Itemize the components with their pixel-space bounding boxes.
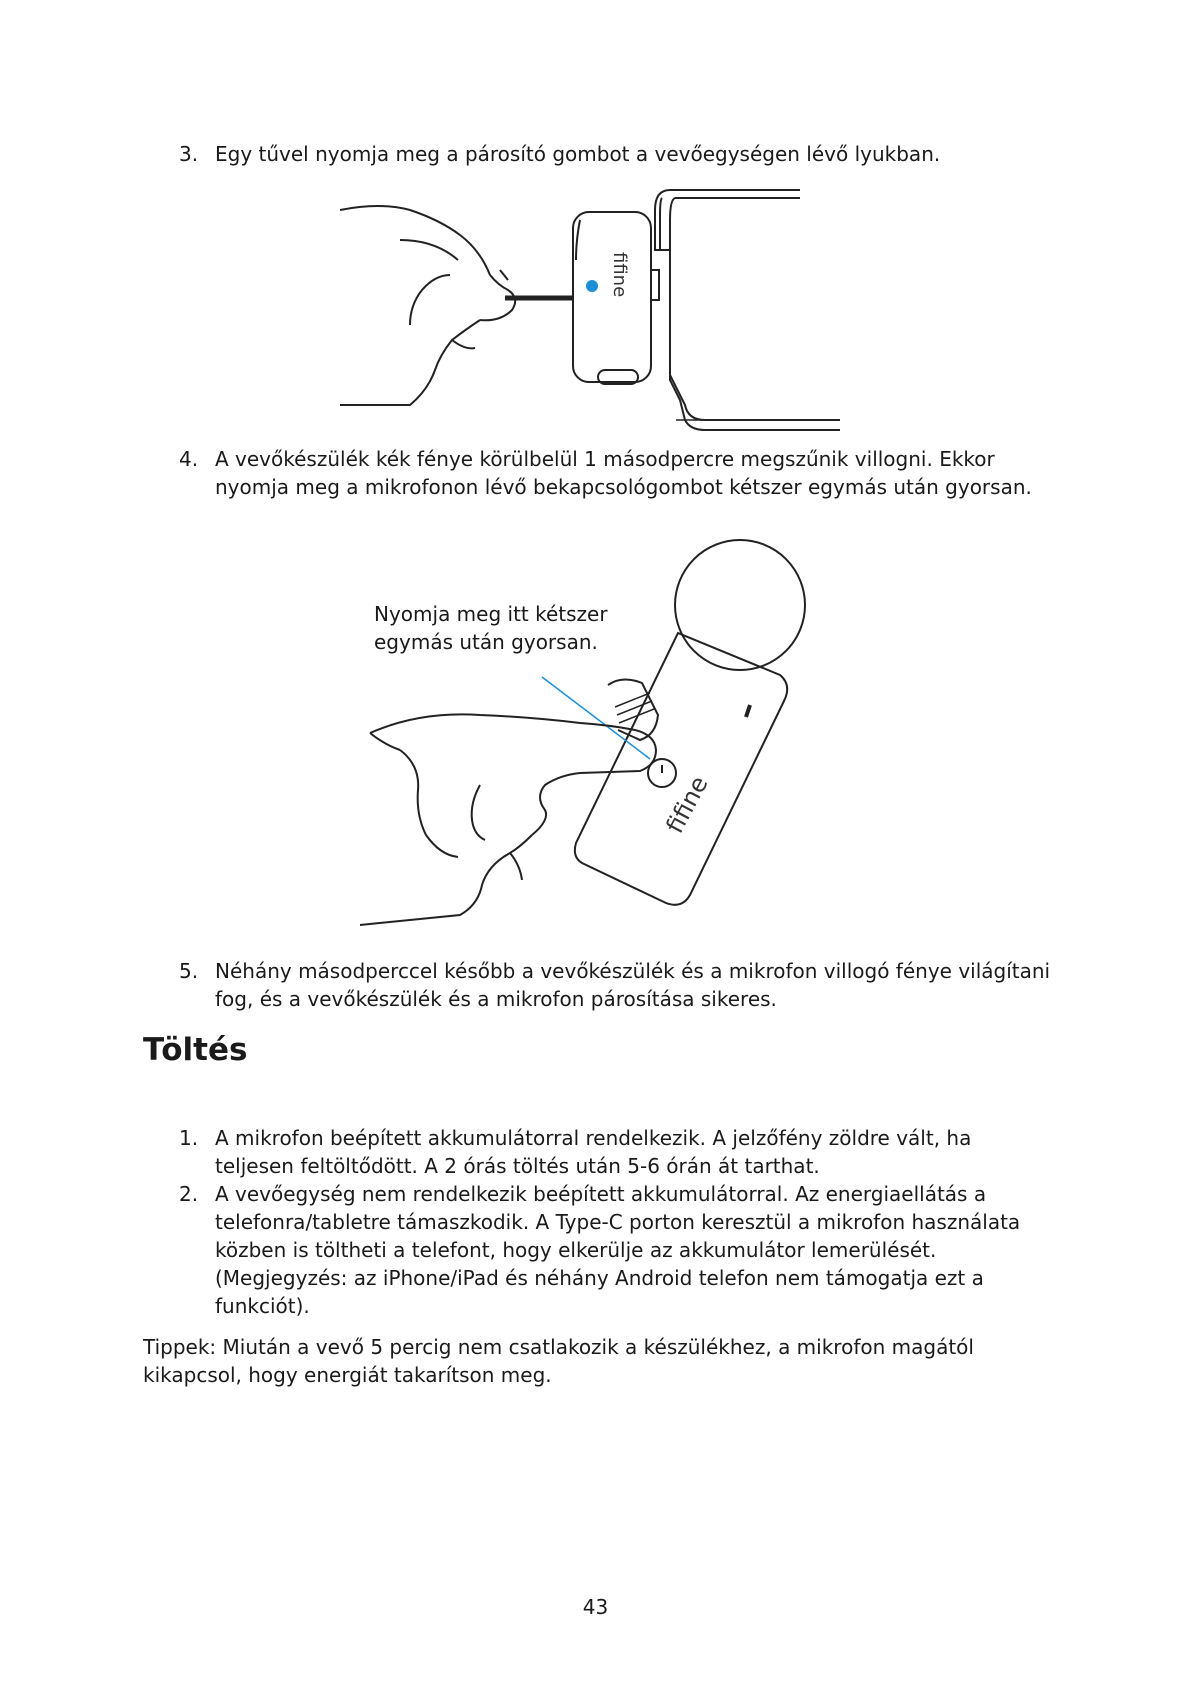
step-number: 3. xyxy=(179,142,199,166)
receiver-icon xyxy=(573,212,659,384)
item-text-line: (Megjegyzés: az iPhone/iPad és néhány Android telefon nem támogatja ezt a xyxy=(215,1266,984,1290)
power-button-illustration xyxy=(360,535,840,935)
hand-icon xyxy=(340,206,515,405)
item-text-line: közben is töltheti a telefont, hogy elkerülje az akkumulátor lemerülését. xyxy=(215,1238,937,1262)
item-text-line: telefonra/tabletre támaszkodik. A Type-C porton keresztül a mikrofon használata xyxy=(215,1210,1021,1234)
pairing-illustration xyxy=(340,180,850,440)
item-number: 1. xyxy=(179,1126,199,1150)
page-number: 43 xyxy=(582,1595,609,1619)
callout-label: Nyomja meg itt kétszer egymás után gyorsan. xyxy=(374,602,608,654)
hand-icon xyxy=(360,714,656,925)
step-text-line: A vevőkészülék kék fénye körülbelül 1 másodpercre megszűnik villogni. Ekkor xyxy=(215,447,995,471)
item-number: 2. xyxy=(179,1182,199,1206)
phone-icon xyxy=(655,190,840,430)
tips-line: Tippek: Miután a vevő 5 percig nem csatlakozik a készülékhez, a mikrofon magától xyxy=(143,1335,974,1359)
mic-brand: fifine xyxy=(660,771,714,838)
tips-line: kikapcsol, hogy energiát takarítson meg. xyxy=(143,1363,552,1387)
step-text-line: fog, és a vevőkészülék és a mikrofon párosítása sikeres. xyxy=(215,987,777,1011)
tips-paragraph xyxy=(143,1333,1073,1389)
callout-pointer xyxy=(542,677,650,759)
step-number: 4. xyxy=(179,447,199,471)
item-text-line: teljesen feltöltődött. A 2 órás töltés után 5-6 órán át tarthat. xyxy=(215,1154,820,1178)
charging-item-1 xyxy=(179,1124,1069,1180)
charging-item-2 xyxy=(179,1180,1069,1320)
section-heading: Töltés xyxy=(143,1032,248,1068)
mic-head-icon xyxy=(675,540,805,670)
microphone-icon xyxy=(575,633,787,905)
step-3 xyxy=(179,140,1069,168)
item-text-line: A mikrofon beépített akkumulátorral rendelkezik. A jelzőfény zöldre vált, ha xyxy=(215,1126,972,1150)
item-text-line: A vevőegység nem rendelkezik beépített akkumulátorral. Az energiaellátás a xyxy=(215,1182,987,1206)
step-text-line: Néhány másodperccel később a vevőkészülék és a mikrofon villogó fénye világítani xyxy=(215,959,1051,983)
step-number: 5. xyxy=(179,959,199,983)
step-text: Egy tűvel nyomja meg a párosító gombot a vevőegységen lévő lyukban. xyxy=(215,142,941,166)
item-text-line: funkciót). xyxy=(215,1294,310,1318)
step-4 xyxy=(179,445,1069,501)
receiver-brand: fifine xyxy=(609,252,630,298)
step-5 xyxy=(179,957,1069,1013)
step-text-line: nyomja meg a mikrofonon lévő bekapcsológombot kétszer egymás után gyorsan. xyxy=(215,475,1032,499)
